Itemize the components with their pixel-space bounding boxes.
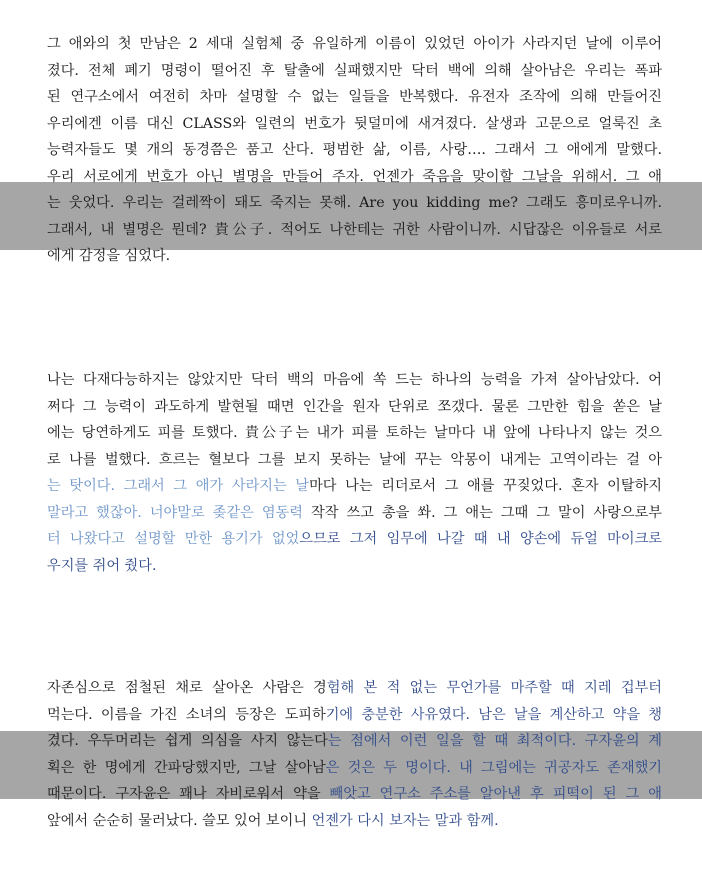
text-line: 앞에서 순순히 물러났다. 쓸모 있어 보이니 언젠가 다시 보자는 말과 함께.: [47, 812, 499, 829]
highlighted-text: 는 탓이다. 그래서 그 애가 사라지는 날: [47, 478, 310, 494]
text-line: [47, 553, 662, 580]
text-line: 졌다. 전체 폐기 명령이 떨어진 후 탈출에 실패했지만 닥터 백에 의해 살아남은 우리는 폭파: [47, 62, 662, 79]
text-line: 획은 한 명에게 간파당했지만, 그날 살아남은 것은 두 명이다. 내 그림에는 귀공자도 존재했기: [47, 759, 662, 776]
text-line: 된 연구소에서 여전히 차마 설명할 수 없는 일들을 반복했다. 유전자 조작에 의해 만들어진: [47, 89, 662, 105]
text-line: 우리에겐 이름 대신 CLASS와 일련의 번호가 뒷덜미에 새겨졌다. 살생과 고문으로 얼룩진 초: [47, 115, 662, 132]
text-line: 우리 서로에게 번호가 아닌 별명을 만들어 주자. 언젠가 죽음을 맞이할 그날을 위해서. 그 애: [47, 168, 662, 185]
text-line: 는 웃었다. 우리는 걸레짝이 돼도 죽지는 못해. Are you kidding me? 그래도 흥미로우니까.: [47, 195, 662, 211]
text-line: 터 나왔다고 설명할 만한 용기가 없었으므로 그저 임무에 나갈 때 내 양손에 듀얼 마이크로: [47, 531, 662, 547]
text-line: 쩌다 그 능력이 과도하게 발현될 때면 인간을 원자 단위로 쪼갰다. 물론 그만한 힘을 쏟은 날: [47, 398, 662, 415]
text-line: 자존심으로 점철된 채로 살아온 사람은 경험해 본 적 없는 무언가를 마주할 때 지레 겁부터: [47, 680, 662, 696]
paragraph-2: [47, 367, 662, 579]
text-line: 능력자들도 몇 개의 동경쯤은 품고 산다. 평범한 삶, 이름, 사랑…. 그래서 그 애에게 말했다.: [47, 142, 662, 158]
text-line: 나는 다재다능하지는 않았지만 닥터 백의 마음에 쏙 드는 하나의 능력을 가져 살아남았다. 어: [47, 372, 662, 388]
text-line: 먹는다. 이름을 가진 소녀의 등장은 도피하기에 충분한 사유였다. 남은 날을 계산하고 약을 챙: [47, 706, 662, 723]
highlighted-text: 언젠가 다시 보자는 말과 함께.: [311, 812, 499, 829]
text-line: 그 애와의 첫 만남은 2 세대 실험체 중 유일하게 이름이 있었던 아이가 사라지던 날에 이루어: [47, 36, 662, 52]
text-line: 에게 감정을 심었다.: [47, 248, 171, 264]
text-line: 그래서, 내 별명은 뭔데? 貴公子. 적어도 나한테는 귀한 사람이니까. 시답잖은 이유들로 서로: [47, 221, 662, 238]
text-line: 때문이다. 구자윤은 꽤나 자비로워서 약을 빼앗고 연구소 주소를 알아낸 후 피떡이 된 그 애: [47, 786, 662, 802]
highlighted-text: 터 나왔다고 설명할 만한 용기가 없었: [47, 531, 300, 547]
highlighted-text: 말라고 했잖아. 너야말로 좆같은 염동력: [47, 504, 303, 521]
text-line: 로 나를 벌했다. 흐르는 혈보다 그를 보지 못하는 날에 꾸는 악몽이 내게는 고역이라는 걸 아: [47, 451, 662, 468]
paragraph-1: [47, 31, 662, 270]
text-line: 겼다. 우두머리는 쉽게 의심을 사지 않는다는 점에서 이런 일을 할 때 최적이다. 구자윤의 계: [47, 733, 662, 749]
text-line: 에는 당연하게도 피를 토했다. 貴公子는 내가 피를 토하는 날마다 내 앞에 나타나지 않는 것으: [47, 425, 662, 441]
highlighted-text: 빼앗고 연구소 주소를 알아낸 후 피떡이 된 그 애: [329, 786, 662, 802]
highlighted-text: 은 것은 두 명이다. 내 그림에는 귀공자도 존재했기: [325, 759, 662, 776]
highlighted-text: 는 점에서 이런 일을 할 때 최적이다. 구자윤의 계: [327, 733, 662, 749]
highlighted-text: 기에 충분한 사유였다. 남은 날을 계산하고 약을 챙: [325, 706, 662, 723]
text-line: 는 탓이다. 그래서 그 애가 사라지는 날마다 나는 리더로서 그 애를 꾸짖었다. 혼자 이탈하지: [47, 478, 663, 494]
highlighted-text: 험해 본 적 없는 무언가를 마주할 때 지레 겁부터: [326, 680, 662, 696]
text-line: 말라고 했잖아. 너야말로 좆같은 염동력 작작 쓰고 총을 쏴. 그 애는 그때 그 말이 사랑으로부: [47, 504, 662, 521]
highlighted-text: 우지를 쥐어 줬다.: [47, 557, 157, 574]
paragraph-3: [47, 675, 662, 834]
